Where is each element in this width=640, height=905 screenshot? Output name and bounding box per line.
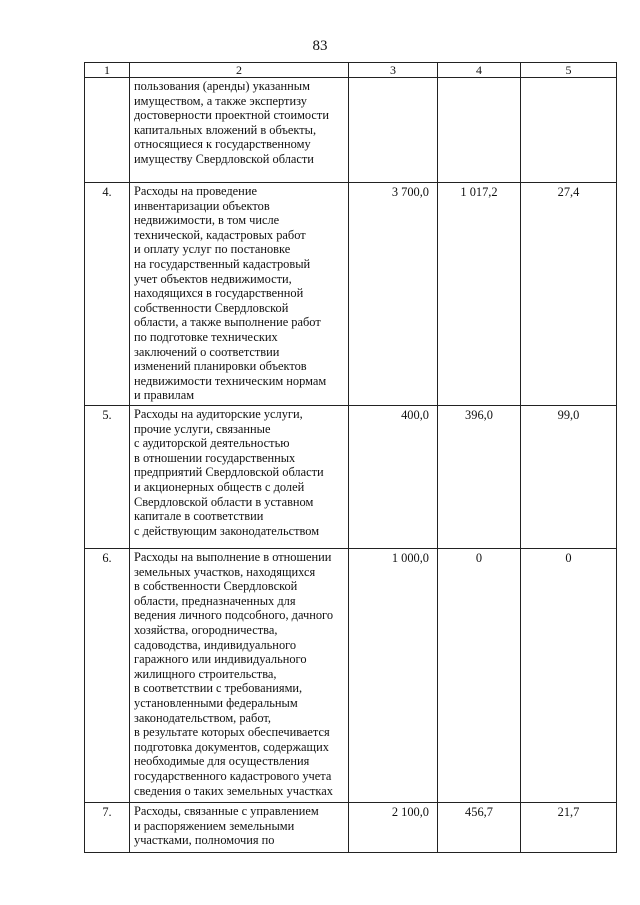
description-line: достоверности проектной стоимости: [134, 108, 329, 123]
description-cell: [130, 549, 349, 803]
header-cell-4: 4: [438, 63, 521, 78]
actual-value-cell: [438, 78, 521, 183]
description-line: в результате которых обеспечивается: [134, 725, 330, 740]
description-line: капитальных вложений в объекты,: [134, 122, 317, 137]
description-line: и распоряжением земельными: [134, 818, 295, 833]
percent-value-cell: 21,7: [521, 803, 617, 853]
percent-value-cell: [521, 78, 617, 183]
description-line: и акционерных обществ с долей: [134, 479, 305, 494]
description-line: подготовка документов, содержащих: [134, 739, 329, 754]
description-line: в собственности Свердловской: [134, 579, 298, 594]
description-line: земельных участков, находящихся: [134, 564, 316, 579]
description-line: недвижимости техническим нормам: [134, 373, 327, 388]
description-line: в отношении государственных: [134, 450, 296, 465]
description-line: с действующим законодательством: [134, 523, 320, 538]
description-line: необходимые для осуществления: [134, 754, 310, 769]
description-line: на государственный кадастровый: [134, 256, 311, 271]
planned-value-cell: [349, 78, 438, 183]
description-line: Расходы на аудиторские услуги,: [134, 407, 303, 421]
description-line: и правилам: [134, 388, 195, 403]
header-cell-5: 5: [521, 63, 617, 78]
description-line: законодательством, работ,: [134, 710, 271, 725]
description-line: имуществом, а также экспертизу: [134, 93, 307, 108]
table-header-row: [85, 63, 617, 78]
actual-value-cell: 0: [438, 549, 521, 803]
table-row: [85, 803, 617, 853]
row-number-cell: [85, 78, 130, 183]
row-number-cell: 5.: [85, 406, 130, 549]
description-line: заключений о соответствии: [134, 344, 280, 359]
description-line: Расходы, связанные с управлением: [134, 804, 319, 818]
description-cell: [130, 78, 349, 183]
table-row: [85, 78, 617, 183]
actual-value-cell: 1 017,2: [438, 183, 521, 406]
header-cell-2: 2: [130, 63, 349, 78]
actual-value-cell: 396,0: [438, 406, 521, 549]
table-row: [85, 549, 617, 803]
description-line: пользования (аренды) указанным: [134, 79, 310, 93]
description-line: предприятий Свердловской области: [134, 465, 324, 480]
table-body: [85, 78, 617, 853]
description-line: собственности Свердловской: [134, 300, 289, 315]
page-number: 83: [312, 38, 328, 54]
planned-value-cell: 3 700,0: [349, 183, 438, 406]
description-line: Расходы на проведение: [134, 184, 257, 198]
planned-value-cell: 2 100,0: [349, 803, 438, 853]
description-line: ведения личного подсобного, дачного: [134, 608, 334, 623]
description-line: находящихся в государственной: [134, 286, 304, 301]
row-number-cell: 4.: [85, 183, 130, 406]
percent-value-cell: 0: [521, 549, 617, 803]
description-line: технической, кадастровых работ: [134, 227, 306, 242]
percent-value-cell: 27,4: [521, 183, 617, 406]
description-line: хозяйства, огородничества,: [134, 622, 278, 637]
description-line: по подготовке технических: [134, 329, 278, 344]
description-line: области, а также выполнение работ: [134, 315, 321, 330]
description-line: учет объектов недвижимости,: [134, 271, 292, 286]
planned-value-cell: 400,0: [349, 406, 438, 549]
description-line: прочие услуги, связанные: [134, 421, 271, 436]
planned-value-cell: 1 000,0: [349, 549, 438, 803]
actual-value-cell: 456,7: [438, 803, 521, 853]
description-cell: [130, 803, 349, 853]
description-cell: [130, 183, 349, 406]
description-line: в соответствии с требованиями,: [134, 681, 303, 696]
percent-value-cell: 99,0: [521, 406, 617, 549]
budget-table: [84, 62, 617, 853]
description-line: относящиеся к государственному: [134, 137, 311, 152]
description-line: Расходы на выполнение в отношении: [134, 550, 332, 564]
description-line: изменений планировки объектов: [134, 359, 307, 374]
description-line: недвижимости, в том числе: [134, 213, 280, 228]
row-number-cell: 6.: [85, 549, 130, 803]
description-line: с аудиторской деятельностью: [134, 436, 290, 451]
header-cell-3: 3: [349, 63, 438, 78]
description-line: Свердловской области в уставном: [134, 494, 314, 509]
description-line: гаражного или индивидуального: [134, 652, 307, 667]
table-row: [85, 406, 617, 549]
description-line: имуществу Свердловской области: [134, 151, 314, 166]
description-line: сведения о таких земельных участках: [134, 783, 333, 798]
description-line: участками, полномочия по: [134, 833, 275, 848]
description-line: и оплату услуг по постановке: [134, 242, 291, 257]
description-line: области, предназначенных для: [134, 593, 296, 608]
table-row: [85, 183, 617, 406]
description-line: капитале в соответствии: [134, 509, 264, 524]
row-number-cell: 7.: [85, 803, 130, 853]
description-line: садоводства, индивидуального: [134, 637, 297, 652]
description-line: установленными федеральным: [134, 695, 298, 710]
header-cell-1: 1: [85, 63, 130, 78]
description-line: инвентаризации объектов: [134, 198, 270, 213]
description-cell: [130, 406, 349, 549]
description-line: государственного кадастрового учета: [134, 768, 332, 783]
description-line: жилищного строительства,: [134, 666, 277, 681]
